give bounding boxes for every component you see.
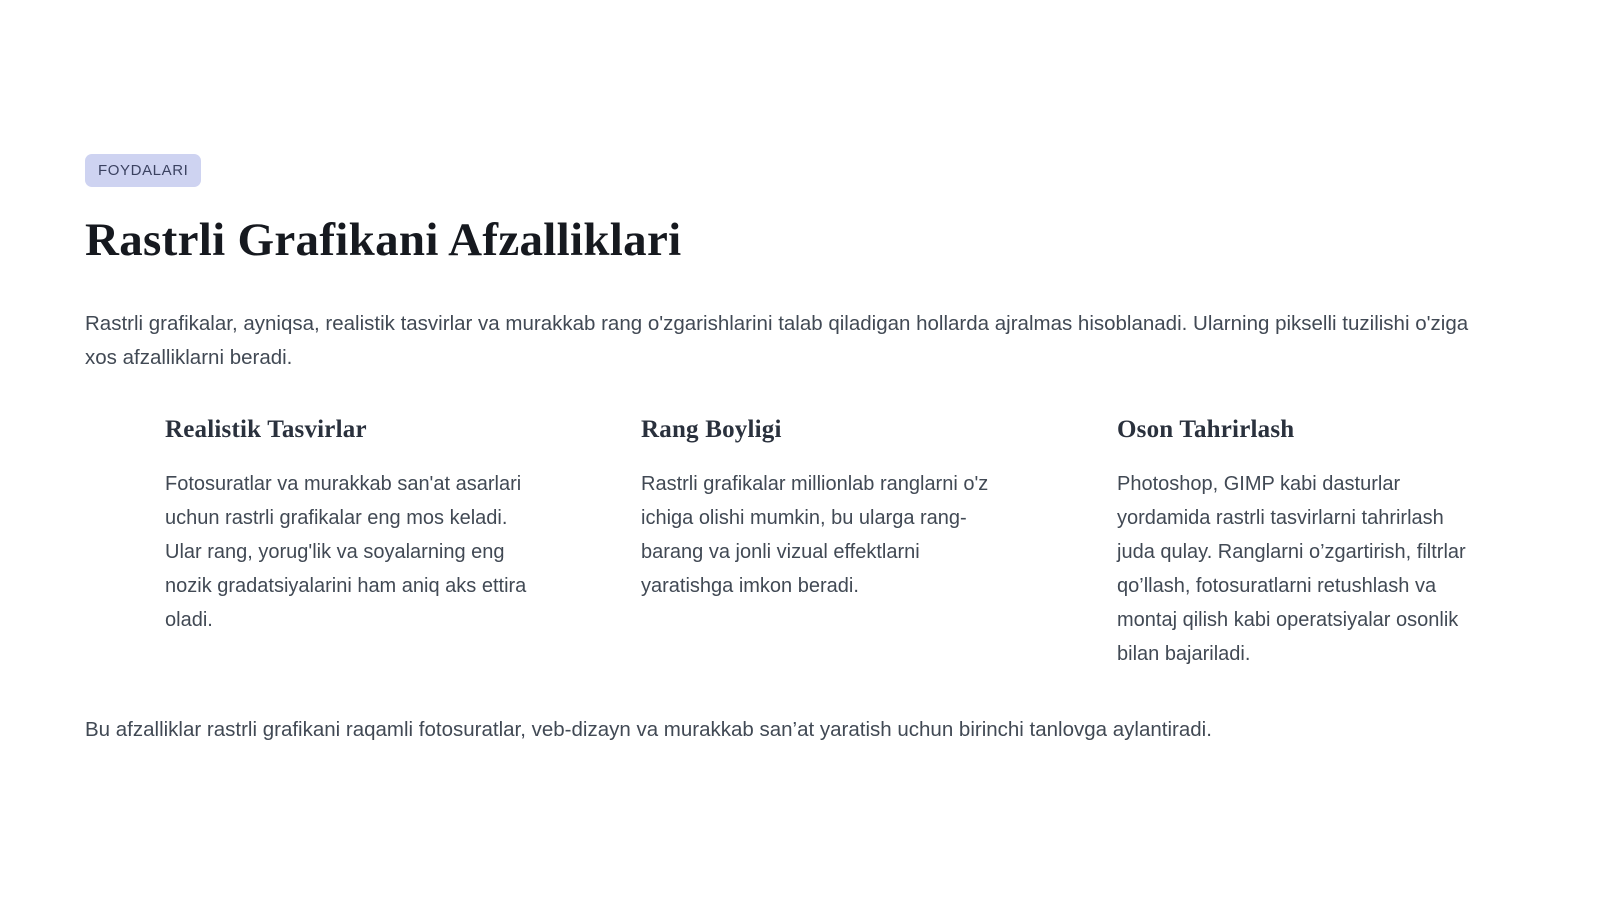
intro-paragraph: Rastrli grafikalar, ayniqsa, realistik tasvirlar va murakkab rang o'zgarishlarini talab qiladigan hollarda ajralmas hisoblanadi. Ularning pikselli tuzilishi o'ziga xos afzalliklarni beradi. [85,312,1469,370]
column-body: Fotosuratlar va murakkab san'at asarlari uchun rastrli grafikalar eng mos keladi. Ular rang, yorug'lik va soyalarning eng nozik gradatsiyalarini ham aniq aks ettira oladi. [165,473,527,632]
column-heading: Oson Tahrirlash [1117,416,1295,444]
advantage-column-realistik-tasvirlar [165,415,527,671]
conclusion-paragraph: Bu afzalliklar rastrli grafikani raqamli fotosuratlar, veb-dizayn va murakkab san’at yaratish uchun birinchi tanlovga aylantiradi. [85,718,1212,742]
column-heading: Rang Boyligi [641,416,782,444]
page-title: Rastrli Grafikani Afzalliklari [85,214,682,266]
advantage-column-rang-boyligi [641,415,1003,671]
advantages-columns [165,415,1485,671]
advantage-column-oson-tahrirlash [1117,415,1479,671]
column-heading: Realistik Tasvirlar [165,416,367,444]
column-body: Rastrli grafikalar millionlab ranglarni o'z ichiga olishi mumkin, bu ularga rang-barang va jonli vizual effektlarni yaratishga imkon beradi. [641,473,989,598]
category-badge: FOYDALARI [85,154,201,187]
column-body: Photoshop, GIMP kabi dasturlar yordamida rastrli tasvirlarni tahrirlash juda qulay. Ranglarni o’zgartirish, filtrlar qo’llash, fotosuratlarni retushlash va montaj qilish kabi operatsiyalar osonlik bilan bajariladi. [1117,473,1466,666]
